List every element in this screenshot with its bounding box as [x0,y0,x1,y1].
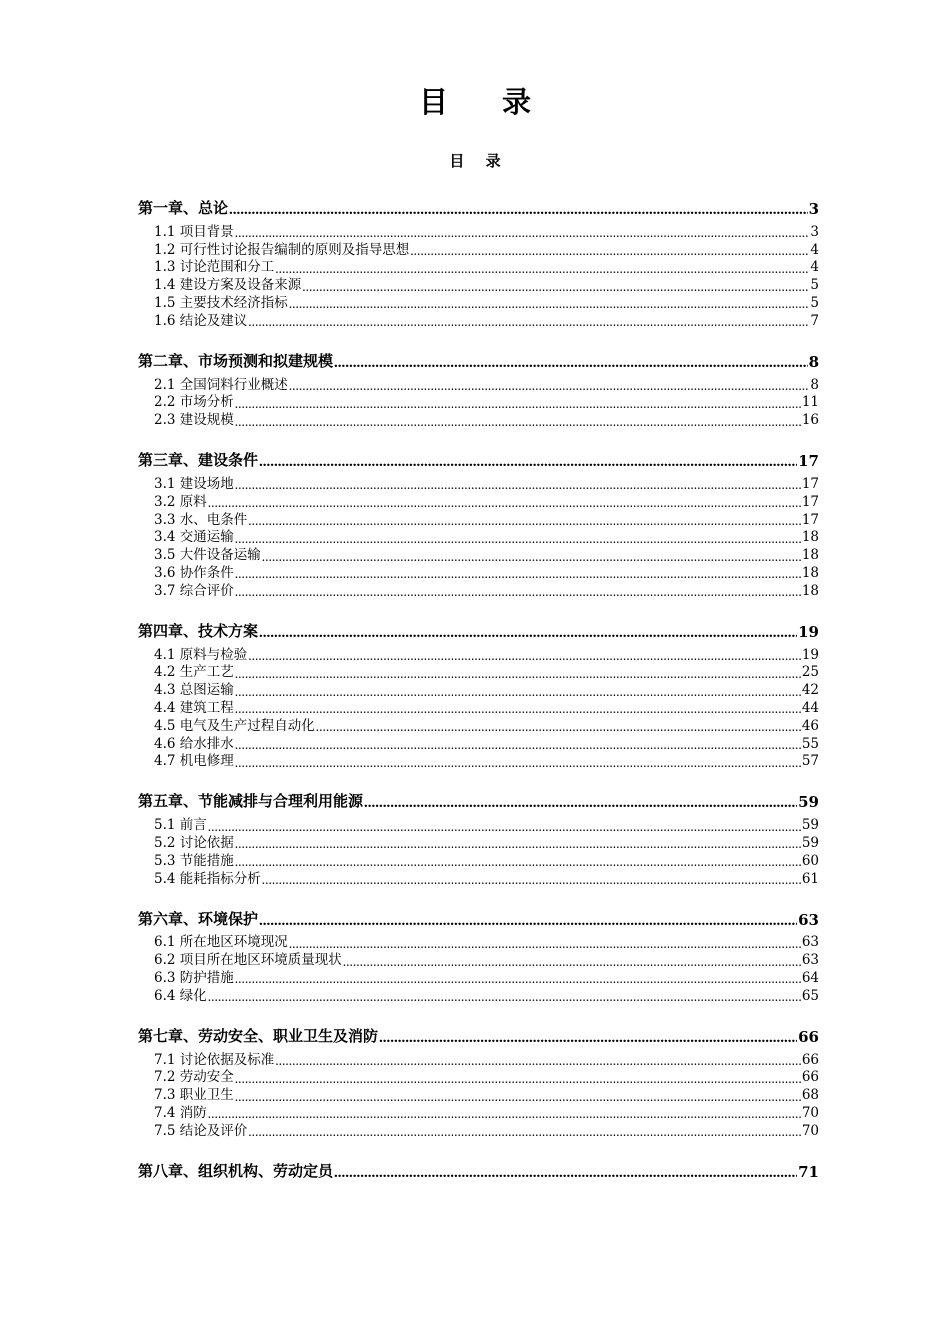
dot-leader [248,649,801,663]
section-page-number: 17 [801,493,819,510]
dot-leader [208,1107,801,1121]
section-page-number: 25 [801,664,819,681]
section-title: 5.4 能耗指标分析 [154,870,261,887]
toc-section-entry[interactable] [154,410,819,428]
section-page-number: 46 [801,717,819,734]
section-page-number: 18 [801,529,819,546]
dot-leader [334,1166,797,1181]
section-page-number: 4 [810,241,819,258]
section-title: 1.2 可行性讨论报告编制的原则及指导思想 [154,241,410,258]
toc-chapter [138,194,819,329]
toc-section-entry[interactable] [154,663,819,681]
section-page-number: 68 [801,1087,819,1104]
dot-leader [235,855,801,869]
section-page-number: 11 [801,394,819,411]
section-title: 4.7 机电修理 [154,753,234,770]
section-page-number: 19 [801,646,819,663]
section-title: 4.3 总图运输 [154,682,234,699]
section-page-number: 70 [801,1122,819,1139]
section-title: 2.1 全国饲料行业概述 [154,376,288,393]
section-title: 4.4 建筑工程 [154,699,234,716]
section-title: 4.2 生产工艺 [154,664,234,681]
toc-section-entry[interactable] [154,510,819,528]
section-page-number: 17 [801,511,819,528]
table-of-contents [138,194,819,1199]
section-title: 2.3 建设规模 [154,412,234,429]
section-page-number: 61 [801,870,819,887]
section-title: 7.2 劳动安全 [154,1069,234,1086]
dot-leader [235,415,801,429]
section-title: 3.7 综合评价 [154,582,234,599]
section-title: 5.1 前言 [154,817,207,834]
toc-section-entry[interactable] [154,869,819,887]
toc-section-entry[interactable] [154,474,819,492]
section-title: 1.4 建设方案及设备来源 [154,277,302,294]
section-title: 3.2 原料 [154,493,207,510]
dot-leader [289,297,810,311]
section-page-number: 66 [801,1069,819,1086]
dot-leader [208,990,801,1004]
toc-section-entry[interactable] [154,833,819,851]
dot-leader [208,820,801,834]
dot-leader [259,455,797,470]
chapter-page-number: 8 [808,352,819,371]
toc-section-entry[interactable] [154,680,819,698]
toc-section-entry[interactable] [154,1085,819,1103]
toc-chapter-entry[interactable] [138,194,819,218]
section-title: 1.5 主要技术经济指标 [154,294,288,311]
dot-leader [235,837,801,851]
section-title: 1.1 项目背景 [154,223,234,240]
toc-section-entry[interactable] [154,645,819,663]
toc-chapter [138,1157,819,1181]
toc-section-entry[interactable] [154,492,819,510]
dot-leader [302,280,809,294]
toc-section-entry[interactable] [154,1103,819,1121]
dot-leader [235,1090,801,1104]
dot-leader [235,585,801,599]
dot-leader [316,720,801,734]
chapter-page-number: 66 [798,1027,819,1046]
page-title: 目 录 [418,85,554,119]
toc-section-entry[interactable] [154,716,819,734]
dot-leader [235,532,801,546]
toc-section-entry[interactable] [154,950,819,968]
toc-chapter-entry[interactable] [138,1022,819,1046]
dot-leader [235,756,801,770]
section-page-number: 8 [810,376,819,393]
section-page-number: 60 [801,852,819,869]
dot-leader [262,873,801,887]
toc-chapter [138,905,819,1004]
section-title: 3.5 大件设备运输 [154,547,261,564]
toc-chapter [138,617,819,770]
toc-section-entry[interactable] [154,311,819,329]
chapter-title: 第四章、技术方案 [138,621,259,640]
section-page-number: 66 [801,1051,819,1068]
section-title: 7.5 结论及评价 [154,1122,248,1139]
section-page-number: 42 [801,682,819,699]
section-title: 1.6 结论及建议 [154,312,248,329]
section-title: 1.3 讨论范围和分工 [154,259,275,276]
toc-section-entry[interactable] [154,734,819,752]
dot-leader [235,685,801,699]
section-page-number: 44 [801,699,819,716]
chapter-title: 第七章、劳动安全、职业卫生及消防 [138,1026,379,1045]
section-page-number: 18 [801,547,819,564]
chapter-title: 第二章、市场预测和拟建规模 [138,351,334,370]
dot-leader [410,244,809,258]
toc-chapter [138,446,819,599]
dot-leader [248,315,809,329]
toc-chapter-entry[interactable] [138,347,819,371]
toc-section-entry[interactable] [154,545,819,563]
section-title: 2.2 市场分析 [154,394,234,411]
section-title: 5.2 讨论依据 [154,834,234,851]
dot-leader [235,478,801,492]
section-page-number: 64 [801,969,819,986]
section-title: 6.2 项目所在地区环境质量现状 [154,952,342,969]
section-page-number: 59 [801,834,819,851]
section-page-number: 63 [801,934,819,951]
dot-leader [229,203,808,218]
section-page-number: 57 [801,753,819,770]
toc-section-entry[interactable] [154,563,819,581]
section-page-number: 18 [801,564,819,581]
dot-leader [235,972,801,986]
dot-leader [208,496,801,510]
section-page-number: 16 [801,412,819,429]
chapter-page-number: 17 [798,452,819,471]
toc-section-entry[interactable] [154,752,819,770]
section-title: 6.3 防护措施 [154,969,234,986]
section-title: 3.6 协作条件 [154,564,234,581]
section-page-number: 70 [801,1104,819,1121]
section-page-number: 59 [801,817,819,834]
toc-section-entry[interactable] [154,1050,819,1068]
section-page-number: 7 [810,312,819,329]
dot-leader [262,550,801,564]
section-title: 7.4 消防 [154,1104,207,1121]
section-title: 3.4 交通运输 [154,529,234,546]
section-page-number: 5 [810,277,819,294]
section-title: 7.3 职业卫生 [154,1087,234,1104]
toc-chapter-entry[interactable] [138,446,819,470]
dot-leader [259,914,797,929]
dot-leader [235,567,801,581]
chapter-page-number: 63 [798,910,819,929]
toc-section-entry[interactable] [154,986,819,1004]
toc-section-entry[interactable] [154,375,819,393]
section-title: 7.1 讨论依据及标准 [154,1051,275,1068]
section-page-number: 4 [810,259,819,276]
toc-chapter-entry[interactable] [138,905,819,929]
dot-leader [289,379,810,393]
toc-chapter-entry[interactable] [138,787,819,811]
dot-leader [259,626,797,641]
toc-section-entry[interactable] [154,968,819,986]
section-page-number: 17 [801,475,819,492]
toc-section-entry[interactable] [154,293,819,311]
toc-chapter [138,347,819,428]
dot-leader [235,702,801,716]
chapter-page-number: 59 [798,793,819,812]
chapter-page-number: 3 [808,200,819,218]
chapter-title: 第六章、环境保护 [138,909,259,928]
section-title: 5.3 节能措施 [154,852,234,869]
dot-leader [235,738,801,752]
section-title: 4.6 给水排水 [154,735,234,752]
toc-section-entry[interactable] [154,1121,819,1139]
section-page-number: 55 [801,735,819,752]
toc-section-entry[interactable] [154,815,819,833]
chapter-title: 第八章、组织机构、劳动定员 [138,1161,334,1180]
section-page-number: 5 [810,294,819,311]
section-title: 4.1 原料与检验 [154,646,248,663]
toc-chapter [138,787,819,886]
chapter-title: 第一章、总论 [138,199,229,217]
toc-section-entry[interactable] [154,1068,819,1086]
section-page-number: 65 [801,987,819,1004]
section-title: 4.5 电气及生产过程自动化 [154,717,315,734]
dot-leader [248,1125,801,1139]
section-title: 6.4 绿化 [154,987,207,1004]
section-title: 3.3 水、电条件 [154,511,248,528]
toc-chapter-entry[interactable] [138,1157,819,1181]
toc-chapter-entry[interactable] [138,617,819,641]
dot-leader [289,937,801,951]
dot-leader [343,955,801,969]
dot-leader [235,667,801,681]
dot-leader [364,796,797,811]
dot-leader [379,1031,797,1046]
dot-leader [235,1072,801,1086]
section-title: 6.1 所在地区环境现况 [154,934,288,951]
dot-leader [334,356,808,371]
section-page-number: 3 [810,223,819,240]
chapter-title: 第五章、节能减排与合理利用能源 [138,792,364,811]
section-title: 3.1 建设场地 [154,475,234,492]
dot-leader [248,514,801,528]
dot-leader [235,397,801,411]
toc-chapter [138,1022,819,1139]
chapter-title: 第三章、建设条件 [138,451,259,470]
chapter-page-number: 19 [798,622,819,641]
toc-subtitle: 目 录 [449,152,509,170]
toc-section-entry[interactable] [154,581,819,599]
toc-section-entry[interactable] [154,393,819,411]
dot-leader [275,262,809,276]
chapter-page-number: 71 [798,1162,819,1181]
dot-leader [275,1054,801,1068]
section-page-number: 63 [801,952,819,969]
section-page-number: 18 [801,582,819,599]
